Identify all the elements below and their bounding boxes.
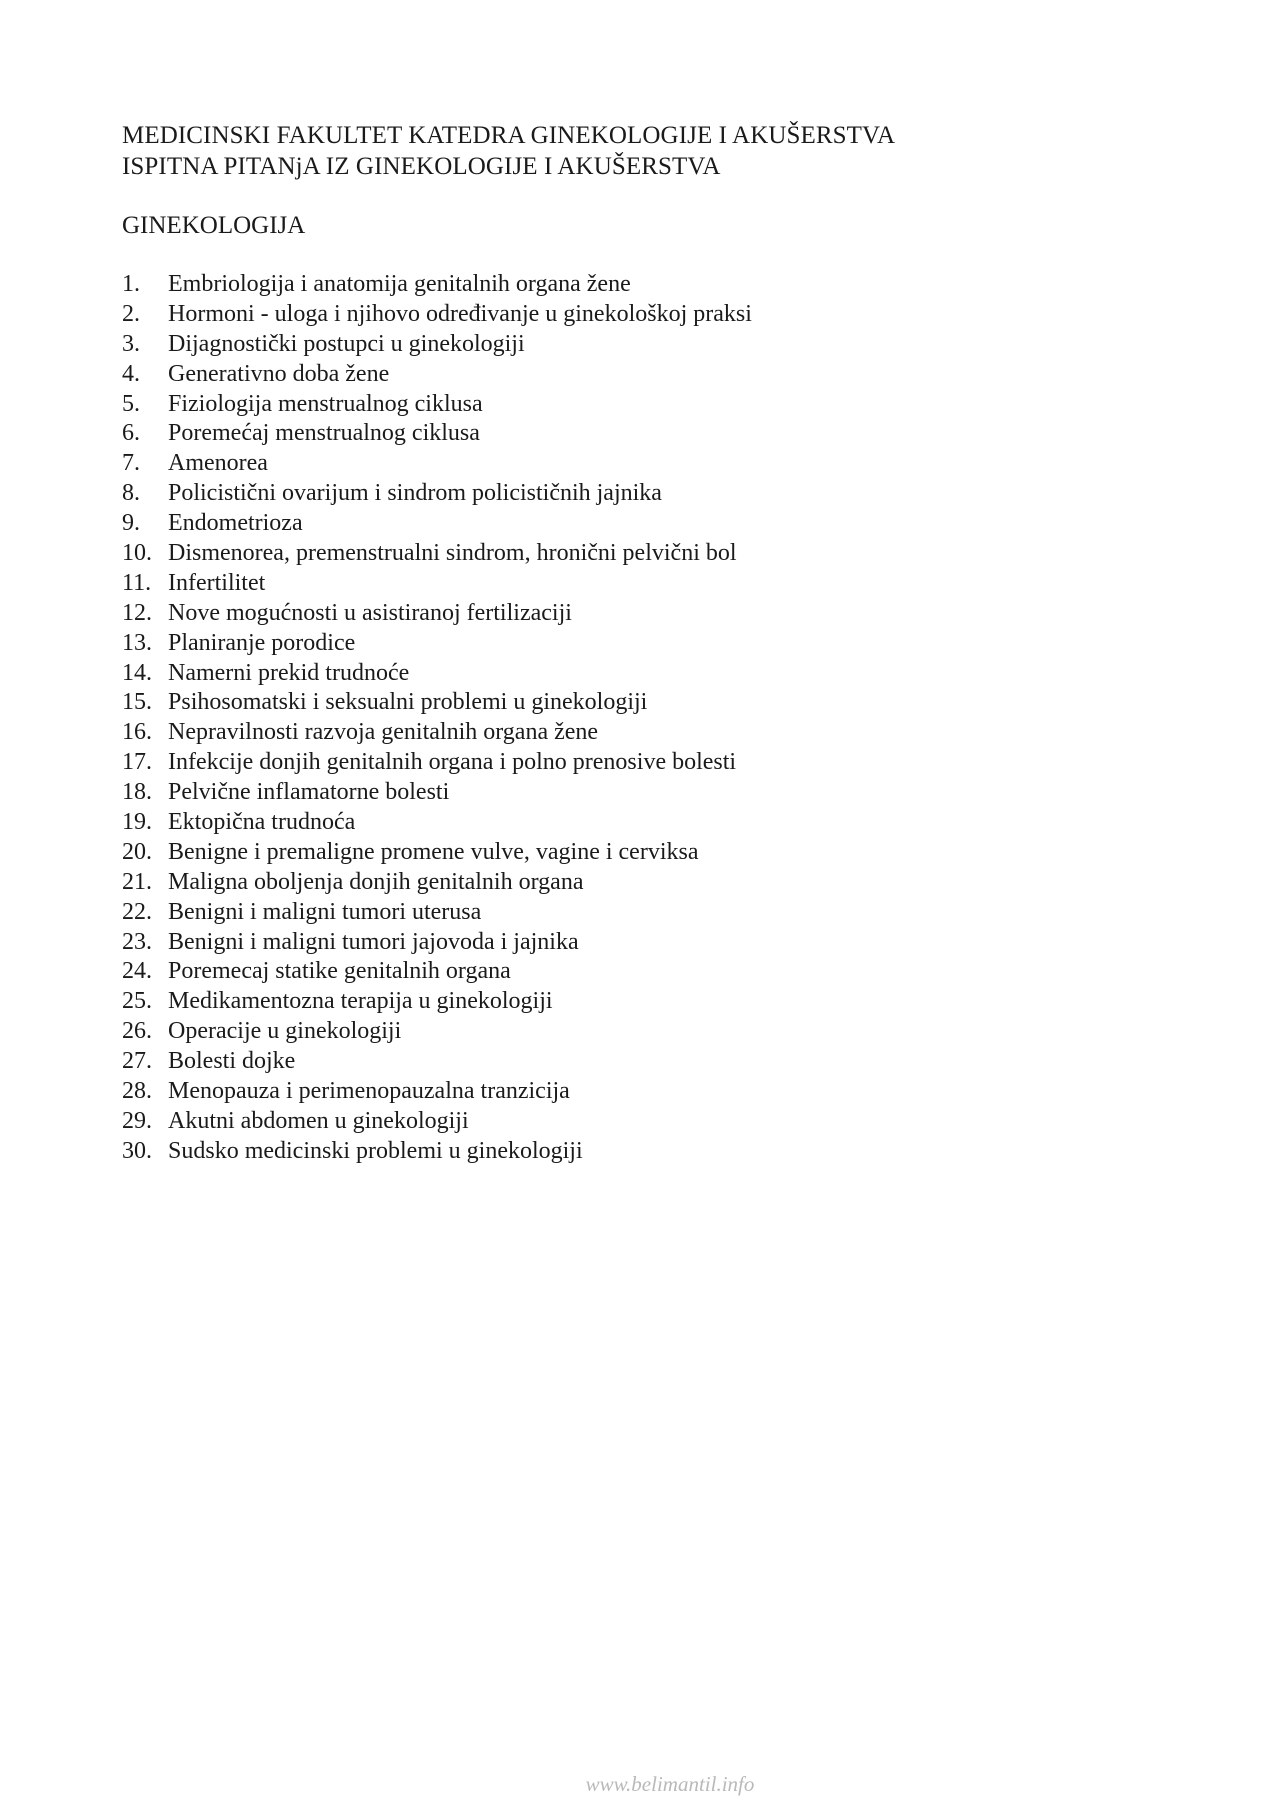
question-number: 5. — [122, 390, 140, 417]
question-text: Namerni prekid trudnoće — [168, 659, 410, 686]
question-text: Benigni i maligni tumori jajovoda i jajnika — [168, 928, 579, 955]
list-item — [122, 987, 752, 1017]
list-item — [122, 539, 752, 569]
list-item — [122, 838, 752, 868]
list-item — [122, 419, 752, 449]
question-number: 1. — [122, 271, 140, 297]
question-text: Nepravilnosti razvoja genitalnih organa žene — [168, 719, 599, 746]
question-text: Poremecaj statike genitalnih organa — [168, 958, 511, 985]
question-number: 4. — [122, 360, 140, 387]
question-number: 14. — [122, 659, 152, 686]
header-line-faculty: MEDICINSKI FAKULTET KATEDRA GINEKOLOGIJE I AKUŠERSTVA — [122, 122, 896, 149]
question-number: 22. — [122, 898, 152, 925]
question-number: 15. — [122, 689, 152, 716]
question-number: 27. — [122, 1048, 152, 1075]
question-number: 17. — [122, 749, 152, 776]
list-item — [122, 659, 752, 689]
question-text: Poremećaj menstrualnog ciklusa — [168, 420, 480, 447]
question-number: 28. — [122, 1078, 152, 1105]
question-number: 23. — [122, 928, 152, 955]
list-item — [122, 928, 752, 958]
question-number: 29. — [122, 1107, 152, 1134]
question-list — [122, 270, 752, 1167]
list-item — [122, 449, 752, 479]
question-text: Benigni i maligni tumori uterusa — [168, 898, 482, 925]
list-item — [122, 778, 752, 808]
question-number: 3. — [122, 330, 140, 357]
question-number: 30. — [122, 1137, 152, 1164]
question-number: 11. — [122, 569, 152, 596]
question-text: Pelvične inflamatorne bolesti — [168, 779, 450, 806]
question-text: Menopauza i perimenopauzalna tranzicija — [168, 1078, 570, 1105]
list-item — [122, 300, 752, 330]
question-number: 7. — [122, 450, 140, 477]
list-item — [122, 808, 752, 838]
question-number: 12. — [122, 599, 152, 626]
list-item — [122, 957, 752, 987]
list-item — [122, 479, 752, 509]
question-text: Operacije u ginekologiji — [168, 1018, 402, 1045]
list-item — [122, 748, 752, 778]
list-item — [122, 718, 752, 748]
list-item — [122, 1137, 752, 1167]
list-item — [122, 688, 752, 718]
list-item — [122, 1077, 752, 1107]
question-number: 10. — [122, 540, 152, 567]
section-title: GINEKOLOGIJA — [122, 212, 306, 239]
question-text: Benigne i premaligne promene vulve, vagine i cerviksa — [168, 838, 699, 865]
question-number: 9. — [122, 510, 140, 537]
question-text: Policistični ovarijum i sindrom policističnih jajnika — [168, 480, 662, 507]
list-item — [122, 360, 752, 390]
list-item — [122, 1017, 752, 1047]
question-number: 24. — [122, 958, 152, 985]
question-text: Psihosomatski i seksualni problemi u ginekologiji — [168, 689, 648, 716]
question-number: 13. — [122, 629, 152, 656]
footer-watermark — [0, 1772, 1280, 1797]
question-number: 20. — [122, 838, 152, 865]
list-item — [122, 390, 752, 420]
question-text: Bolesti dojke — [168, 1048, 296, 1075]
question-text: Infekcije donjih genitalnih organa i polno prenosive bolesti — [168, 749, 737, 776]
question-text: Fiziologija menstrualnog ciklusa — [168, 390, 483, 417]
question-text: Dismenorea, premenstrualni sindrom, hronični pelvični bol — [168, 540, 737, 567]
question-number: 2. — [122, 300, 140, 327]
document-header — [122, 120, 895, 182]
question-text: Medikamentozna terapija u ginekologiji — [168, 988, 553, 1015]
question-number: 26. — [122, 1018, 152, 1045]
question-text: Sudsko medicinski problemi u ginekologiji — [168, 1137, 583, 1164]
list-item — [122, 629, 752, 659]
question-text: Nove mogućnosti u asistiranoj fertilizaciji — [168, 599, 572, 626]
question-text: Endometrioza — [168, 510, 303, 537]
list-item — [122, 330, 752, 360]
question-text: Akutni abdomen u ginekologiji — [168, 1107, 469, 1134]
question-number: 25. — [122, 988, 152, 1015]
list-item — [122, 898, 752, 928]
list-item — [122, 599, 752, 629]
list-item — [122, 569, 752, 599]
question-number: 6. — [122, 420, 140, 447]
question-number: 18. — [122, 779, 152, 806]
question-text: Maligna oboljenja donjih genitalnih organa — [168, 868, 584, 895]
question-number: 21. — [122, 868, 152, 895]
question-text: Embriologija i anatomija genitalnih organa žene — [168, 271, 631, 297]
question-text: Dijagnostički postupci u ginekologiji — [168, 330, 525, 357]
list-item — [122, 868, 752, 898]
question-number: 8. — [122, 480, 140, 507]
question-number: 19. — [122, 809, 152, 836]
header-line-exam-questions: ISPITNA PITANjA IZ GINEKOLOGIJE I AKUŠERSTVA — [122, 153, 721, 180]
question-text: Ektopična trudnoća — [168, 809, 356, 836]
question-text: Generativno doba žene — [168, 360, 390, 387]
list-item — [122, 1047, 752, 1077]
question-text: Hormoni - uloga i njihovo određivanje u ginekološkoj praksi — [168, 300, 752, 327]
watermark-text: www.belimantil.info — [585, 1772, 755, 1796]
list-item — [122, 509, 752, 539]
question-text: Planiranje porodice — [168, 629, 356, 656]
list-item — [122, 1107, 752, 1137]
question-number: 16. — [122, 719, 152, 746]
question-text: Amenorea — [168, 450, 268, 477]
question-text: Infertilitet — [168, 569, 266, 596]
list-item — [122, 270, 752, 300]
